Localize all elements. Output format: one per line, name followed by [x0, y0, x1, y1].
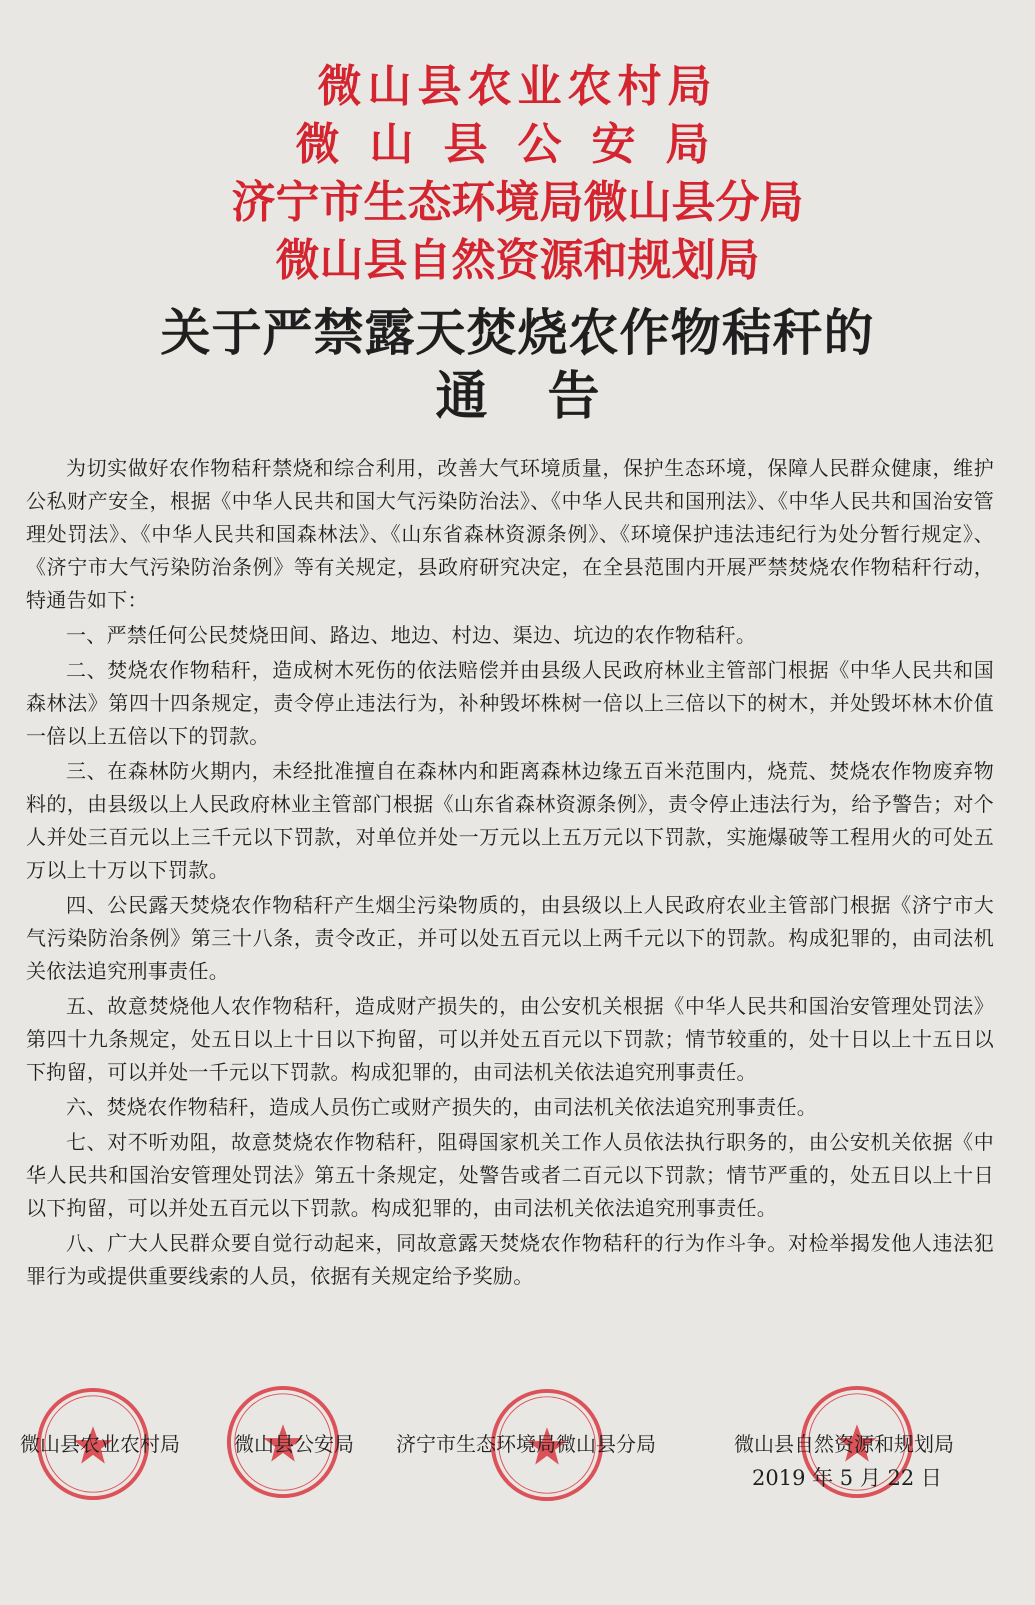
clause-6: 六、焚烧农作物秸秆，造成人员伤亡或财产损失的，由司法机关依法追究刑事责任。 — [66, 1095, 818, 1119]
clause-3: 三、在森林防火期内，未经批准擅自在森林内和距离森林边缘五百米范围内，烧荒、焚烧农作物废弃物料的，由县级以上人民政府林业主管部门根据《山东省森林资源条例》，责令停止违法行为，给予警告；对个人并处三百元以上三千元以下罚款，对单位并处一万元以上五万元以下罚款，实施爆破等工程用火的可处五万以上十万以下罚款。 — [26, 759, 994, 882]
title-line-1: 关于严禁露天焚烧农作物秸秆的 — [160, 303, 875, 362]
clause-4: 四、公民露天焚烧农作物秸秆产生烟尘污染物质的，由县级以上人民政府农业主管部门根据《济宁市大气污染防治条例》第三十八条，责令改正，并可以处五百元以上两千元以下的罚款。构成犯罪的，由司法机关依法追究刑事责任。 — [26, 893, 994, 983]
notice-body — [26, 452, 994, 1295]
notice-title — [0, 302, 1035, 430]
intro-paragraph: 为切实做好农作物秸秆禁烧和综合利用，改善大气环境质量，保护生态环境，保障人民群众健康，维护公私财产安全，根据《中华人民共和国大气污染防治法》、《中华人民共和国刑法》、《中华人民共和国治安管理处罚法》、《中华人民共和国森林法》、《山东省森林资源条例》、《环境保护违法违纪行为处分暂行规定》、《济宁市大气污染防治条例》等有关规定，县政府研究决定，在全县范围内开展严禁焚烧农作物秸秆行动，特通告如下： — [26, 456, 994, 612]
issuer-public-security-bureau: 微山县公安局 — [295, 119, 740, 170]
clause-1: 一、严禁任何公民焚烧田间、路边、地边、村边、渠边、坑边的农作物秸秆。 — [66, 623, 757, 647]
signature-agriculture-bureau: 微山县农业农村局 — [20, 1432, 180, 1456]
title-line-2: 通告 — [435, 366, 660, 427]
clause-2: 二、焚烧农作物秸秆，造成树木死伤的依法赔偿并由县级人民政府林业主管部门根据《中华人民共和国森林法》第四十四条规定，责令停止违法行为，补种毁坏株树一倍以上三倍以下的树木，并处毁坏林木价值一倍以上五倍以下的罚款。 — [26, 658, 994, 748]
issuing-agencies-header — [0, 58, 1035, 290]
issuer-natural-resources-bureau: 微山县自然资源和规划局 — [275, 235, 760, 286]
signature-public-security-bureau: 微山县公安局 — [234, 1432, 354, 1456]
signature-natural-resources-bureau: 微山县自然资源和规划局 — [734, 1432, 954, 1456]
signature-ecology-environment-bureau: 济宁市生态环境局微山县分局 — [396, 1432, 656, 1456]
issuer-ecology-environment-bureau: 济宁市生态环境局微山县分局 — [231, 177, 804, 228]
issue-date: 2019 年 5 月 22 日 — [752, 1466, 942, 1490]
issuer-agriculture-bureau: 微山县农业农村局 — [317, 61, 718, 112]
clause-7: 七、对不听劝阻，故意焚烧农作物秸秆，阻碍国家机关工作人员依法执行职务的，由公安机关依据《中华人民共和国治安管理处罚法》第五十条规定，处警告或者二百元以下罚款；情节严重的，处五日以上十日以下拘留，可以并处五百元以下罚款。构成犯罪的，由司法机关依法追究刑事责任。 — [26, 1130, 994, 1220]
clause-8: 八、广大人民群众要自觉行动起来，同故意露天焚烧农作物秸秆的行为作斗争。对检举揭发他人违法犯罪行为或提供重要线索的人员，依据有关规定给予奖励。 — [26, 1231, 994, 1288]
clause-5: 五、故意焚烧他人农作物秸秆，造成财产损失的，由公安机关根据《中华人民共和国治安管理处罚法》第四十九条规定，处五日以上十日以下拘留，可以并处五百元以下罚款；情节较重的，处十日以上十五日以下拘留，可以并处一千元以下罚款。构成犯罪的，由司法机关依法追究刑事责任。 — [26, 994, 994, 1084]
